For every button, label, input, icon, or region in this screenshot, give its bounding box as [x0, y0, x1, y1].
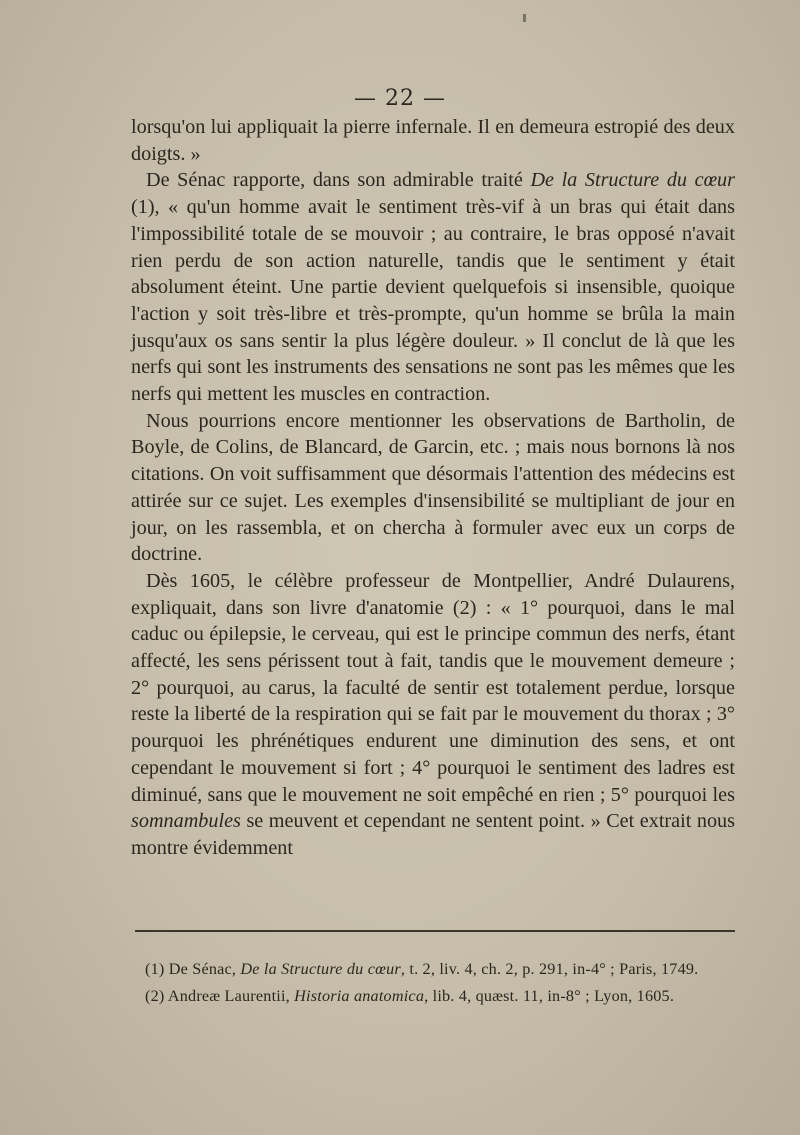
footnote-1	[135, 956, 755, 983]
footnote-1-title: De la Structure du cœur	[240, 960, 401, 978]
footnote-1-number: (1)	[145, 960, 165, 978]
paragraph-2	[131, 167, 735, 407]
footnote-rule	[135, 930, 735, 932]
footnote-1-pre: De Sénac,	[164, 960, 241, 978]
footnotes	[135, 956, 755, 1010]
work-title: De la Structure du cœur	[530, 169, 735, 192]
footnote-2-post: , lib. 4, quæst. 11, in-8° ; Lyon, 1605.	[424, 987, 675, 1005]
footnote-2-title: Historia anatomica	[294, 987, 425, 1005]
paragraph-1: lorsqu'on lui appliquait la pierre infernale. Il en demeura estropié des deux doigts. »	[131, 116, 735, 165]
page-number: — 22 —	[354, 86, 446, 111]
footnote-2-number: (2)	[145, 987, 165, 1005]
paragraph-4	[131, 568, 735, 862]
footnote-2	[135, 983, 755, 1010]
paragraph-4-text-b: se meuvent et cependant ne sentent point. » Cet extrait nous montre évidemment	[131, 810, 735, 859]
pencil-mark	[523, 14, 526, 22]
paragraph-3: Nous pourrions encore mentionner les observations de Bartholin, de Boyle, de Colins, de Blancard, de Garcin, etc. ; mais nous bornons là nos citations. On voit suffisamment que désormais l'attention des médecins est attirée sur ce sujet. Les exemples d'insensibilité se multipliant de jour en jour, on les rassembla, et on chercha à formuler avec eux un corps de doctrine.	[131, 409, 735, 566]
paragraph-2-text-b: (1), « qu'un homme avait le sentiment très-vif à un bras qui était dans l'impossibilité totale de se mouvoir ; au contraire, le bras opposé n'avait rien perdu de son action naturelle, tandis que le sentiment y était absolument éteint. Une partie devient quelquefois si insensible, quoique l'action y soit très-libre et très-prompte, qu'un homme se brûla la main jusqu'aux os sans sentir la plus légère douleur. » Il conclut de là que les nerfs qui sont les instruments des sensations ne sont pas les mêmes que les nerfs qui mettent les muscles en contraction.	[131, 196, 735, 406]
emphasis-somnambules: somnambules	[131, 810, 241, 833]
paragraph-2-text-a: De Sénac rapporte, dans son admirable traité	[146, 169, 531, 192]
footnote-2-pre: Andreæ Laurentii,	[164, 987, 295, 1005]
body-text	[131, 114, 735, 862]
paragraph-4-text-a: Dès 1605, le célèbre professeur de Montpellier, André Dulaurens, expliquait, dans son livre d'anatomie (2) : « 1° pourquoi, dans le mal caduc ou épilepsie, le cerveau, qui est le principe commun des nerfs, étant affecté, les sens périssent tout à fait, tandis que le mouvement demeure ; 2° pourquoi, au carus, la faculté de sentir est totalement perdue, lorsque reste la liberté de la respiration qui se fait par le mouvement du thorax ; 3° pourquoi les phrénétiques endurent une diminution des sens, et ont cependant le mouvement si fort ; 4° pourquoi le sentiment des ladres est diminué, sans que le mouvement ne soit empêché en rien ; 5° pourquoi les	[131, 569, 735, 806]
footnote-1-post: , t. 2, liv. 4, ch. 2, p. 291, in-4° ; Paris, 1749.	[400, 960, 699, 978]
